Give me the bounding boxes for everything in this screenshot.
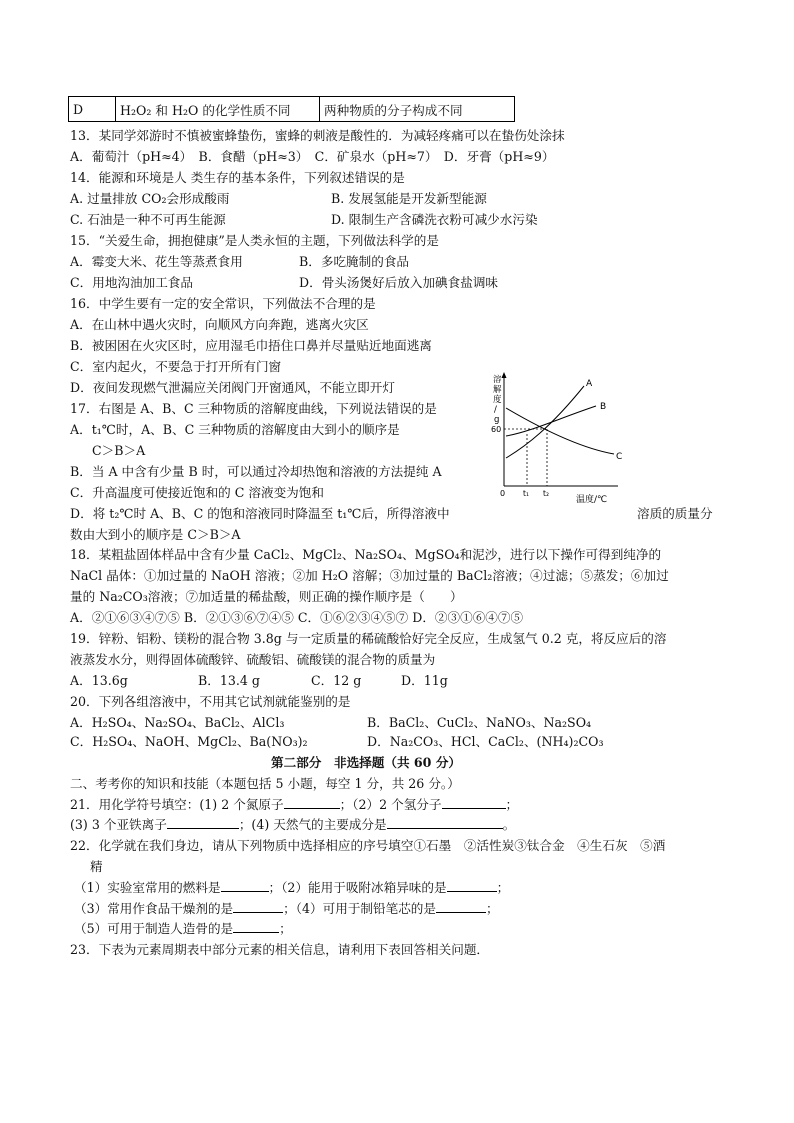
q17-option-d-tail: 溶质的质量分 — [637, 506, 713, 521]
q22-prompt-4: ；（4）可用于制铅笔芯的是 — [283, 901, 436, 916]
q16-stem: 16．中学生要有一定的安全常识，下列做法不合理的是 — [70, 296, 376, 311]
q20-stem: 20．下列各组溶液中，不用其它试剂就能鉴别的是 — [70, 694, 351, 709]
q22-punct: ； — [485, 901, 499, 916]
x-tick-label: 0 — [500, 489, 506, 498]
curve-a — [506, 386, 584, 458]
y-label-char: / — [494, 405, 497, 415]
q20-option-d: D．Na₂CO₃、HCl、CaCl₂、(NH₄)₂CO₃ — [367, 734, 604, 749]
q17-option-c: C．升高温度可使接近饱和的 C 溶液变为饱和 — [70, 485, 324, 500]
q14-option-a: A. 过量排放 CO₂会形成酸雨 — [70, 191, 230, 206]
q22-prompt-1: （1）实验室常用的燃料是 — [74, 880, 221, 895]
section-heading: 二、考考你的知识和技能（本题包括 5 小题，每空 1 分，共 26 分。） — [70, 776, 460, 791]
q20-option-b: B．BaCl₂、CuCl₂、NaNO₃、Na₂SO₄ — [367, 715, 592, 730]
q18-line2: NaCl 晶体：①加过量的 NaOH 溶液；②加 H₂O 溶解；③加过量的 BaCl₂溶液；④过滤；⑤蒸发；⑥加过 — [70, 568, 669, 583]
q22-prompt-2: ；（2）能用于吸附冰箱异味的是 — [268, 880, 447, 895]
answer-blank[interactable] — [167, 816, 239, 829]
q23-stem: 23．下表为元素周期表中部分元素的相关信息，请利用下表回答相关问题． — [70, 942, 490, 957]
answer-blank[interactable] — [442, 796, 506, 809]
y-label-char: 溶 — [493, 375, 502, 385]
answer-blank[interactable] — [233, 900, 283, 913]
q19-line2: 液蒸发水分，则得固体硫酸锌、硫酸铝、硫酸镁的混合物的质量为 — [70, 652, 436, 667]
q22-sub-1-2 — [74, 879, 509, 897]
q19-option-c: C．12 g — [311, 673, 362, 688]
x-axis-label: 温度/℃ — [576, 495, 608, 504]
q17-option-a-line1: A．t₁℃时，A、B、C 三种物质的溶解度由大到小的顺序是 — [70, 422, 400, 437]
q14-option-c: C. 石油是一种不可再生能源 — [70, 212, 226, 227]
q22-prompt-3: （3）常用作食品干燥剂的是 — [74, 901, 234, 916]
answer-blank[interactable] — [436, 900, 486, 913]
q18-line1: 18．某粗盐固体样品中含有少量 CaCl₂、MgCl₂、Na₂SO₄、MgSO₄和泥沙，进行以下操作可得到纯净的 — [70, 547, 662, 562]
q18-line3: 量的 Na₂CO₃溶液；⑦加适量的稀盐酸，则正确的操作顺序是（ ） — [70, 589, 463, 604]
y-tick-label: 60 — [491, 425, 502, 434]
q13-stem: 13．某同学郊游时不慎被蜜蜂蛰伤，蜜蜂的刺液是酸性的．为减轻疼痛可以在蛰伤处涂抹 — [70, 128, 565, 143]
table-cell-reason: 两种物质的分子构成不同 — [320, 97, 515, 122]
q17-option-b: B．当 A 中含有少量 B 时，可以通过冷却热饱和溶液的方法提纯 A — [70, 464, 442, 479]
q17-option-d-line1: D．将 t₂℃时 A、B、C 的饱和溶液同时降温至 t₁℃后，所得溶液中 — [70, 506, 450, 521]
q22-sub-3-4 — [74, 900, 499, 918]
q21-punct: ； — [505, 797, 519, 812]
q17-option-a-line2: C＞B＞A — [92, 443, 146, 458]
q14-stem: 14．能源和环境是人 类生存的基本条件，下列叙述错误的是 — [70, 170, 405, 185]
q17-option-d-line2: 数由大到小的顺序是 C＞B＞A — [70, 527, 241, 542]
q15-stem: 15．“关爱生命，拥抱健康”是人类永恒的主题，下列做法科学的是 — [70, 233, 439, 248]
q21-prompt-1: 21．用化学符号填空：(1) 2 个氮原子 — [70, 797, 284, 812]
q15-option-c: C．用地沟油加工食品 — [70, 275, 193, 290]
q15-option-b: B．多吃腌制的食品 — [299, 254, 410, 269]
answer-blank[interactable] — [387, 816, 503, 829]
q19-option-d: D．11g — [401, 673, 448, 688]
y-label-char: 解 — [493, 385, 502, 395]
q22-line2: 精 — [90, 859, 103, 874]
q21-prompt-3: (3) 3 个亚铁离子 — [70, 817, 167, 832]
y-label-char: g — [494, 415, 500, 425]
q14-option-d: D. 限制生产含磷洗衣粉可减少水污染 — [331, 212, 538, 227]
q19-line1: 19．锌粉、铝粉、镁粉的混合物 3.8g 与一定质量的稀硫酸恰好完全反应，生成氢气 0.2 克，将反应后的溶 — [70, 631, 667, 646]
x-tick-label: t₂ — [543, 489, 549, 498]
q16-option-c: C．室内起火，不要急于打开所有门窗 — [70, 359, 282, 374]
table-cell-label: D — [69, 97, 116, 122]
q22-line1: 22．化学就在我们身边，请从下列物质中选择相应的序号填空①石墨 ②活性炭③钛合金 ④生石灰 ⑤酒 — [70, 838, 666, 853]
q13-options: A．葡萄汁（pH≈4） B．食醋（pH≈3） C．矿泉水（pH≈7） D．牙膏（pH≈9） — [70, 149, 555, 164]
q22-punct: ； — [496, 880, 510, 895]
q16-option-a: A．在山林中遇火灾时，向顺风方向奔跑，逃离火灾区 — [70, 317, 369, 332]
part2-heading: 第二部分 非选择题（共 60 分） — [271, 755, 462, 770]
q21-punct: 。 — [502, 817, 516, 832]
q15-option-d: D．骨头汤煲好后放入加碘食盐调味 — [299, 275, 499, 290]
solubility-curve-graph — [490, 368, 640, 504]
curve-label-b: B — [600, 402, 607, 412]
answer-blank[interactable] — [447, 879, 497, 892]
q21-line1 — [70, 796, 518, 814]
answer-blank[interactable] — [221, 879, 269, 892]
q22-punct: ； — [279, 921, 292, 936]
table-cell-statement: H₂O₂ 和 H₂O 的化学性质不同 — [116, 97, 320, 122]
q21-line2 — [70, 816, 515, 834]
y-label-char: 度 — [493, 395, 502, 405]
answer-blank[interactable] — [284, 796, 340, 809]
q16-option-d: D．夜间发现燃气泄漏应关闭阀门开窗通风，不能立即开灯 — [70, 380, 395, 395]
q15-option-a: A．霉变大米、花生等蒸煮食用 — [70, 254, 243, 269]
curve-label-a: A — [586, 379, 593, 389]
x-tick-label: t₁ — [523, 489, 529, 498]
q17-stem: 17．右图是 A、B、C 三种物质的溶解度曲线，下列说法错误的是 — [70, 401, 437, 416]
answer-blank[interactable] — [233, 920, 279, 933]
table-row — [69, 97, 515, 122]
curve-label-c: C — [616, 452, 623, 462]
q14-option-b: B. 发展氢能是开发新型能源 — [331, 191, 487, 206]
q22-prompt-5: （5）可用于制造人造骨的是 — [74, 921, 234, 936]
y-axis-arrow — [502, 372, 507, 378]
q16-option-b: B．被困困在火灾区时，应用湿毛巾捂住口鼻并尽量贴近地面逃离 — [70, 338, 432, 353]
q20-option-c: C．H₂SO₄、NaOH、MgCl₂、Ba(NO₃)₂ — [70, 734, 308, 749]
q19-option-b: B．13.4 g — [198, 673, 260, 688]
q22-sub-5 — [74, 920, 292, 938]
q19-option-a: A．13.6g — [70, 673, 128, 688]
q21-prompt-4: ；(4) 天然气的主要成分是 — [238, 817, 387, 832]
q21-prompt-2: ；（2）2 个氢分子 — [339, 797, 442, 812]
curve-b — [506, 406, 596, 436]
answer-table — [68, 96, 515, 122]
q20-option-a: A．H₂SO₄、Na₂SO₄、BaCl₂、AlCl₃ — [70, 715, 285, 730]
q18-options: A．②①⑥③④⑦⑤ B．②①③⑥⑦④⑤ C．①⑥②③④⑤⑦ D．②③①⑥④⑦⑤ — [70, 610, 524, 625]
